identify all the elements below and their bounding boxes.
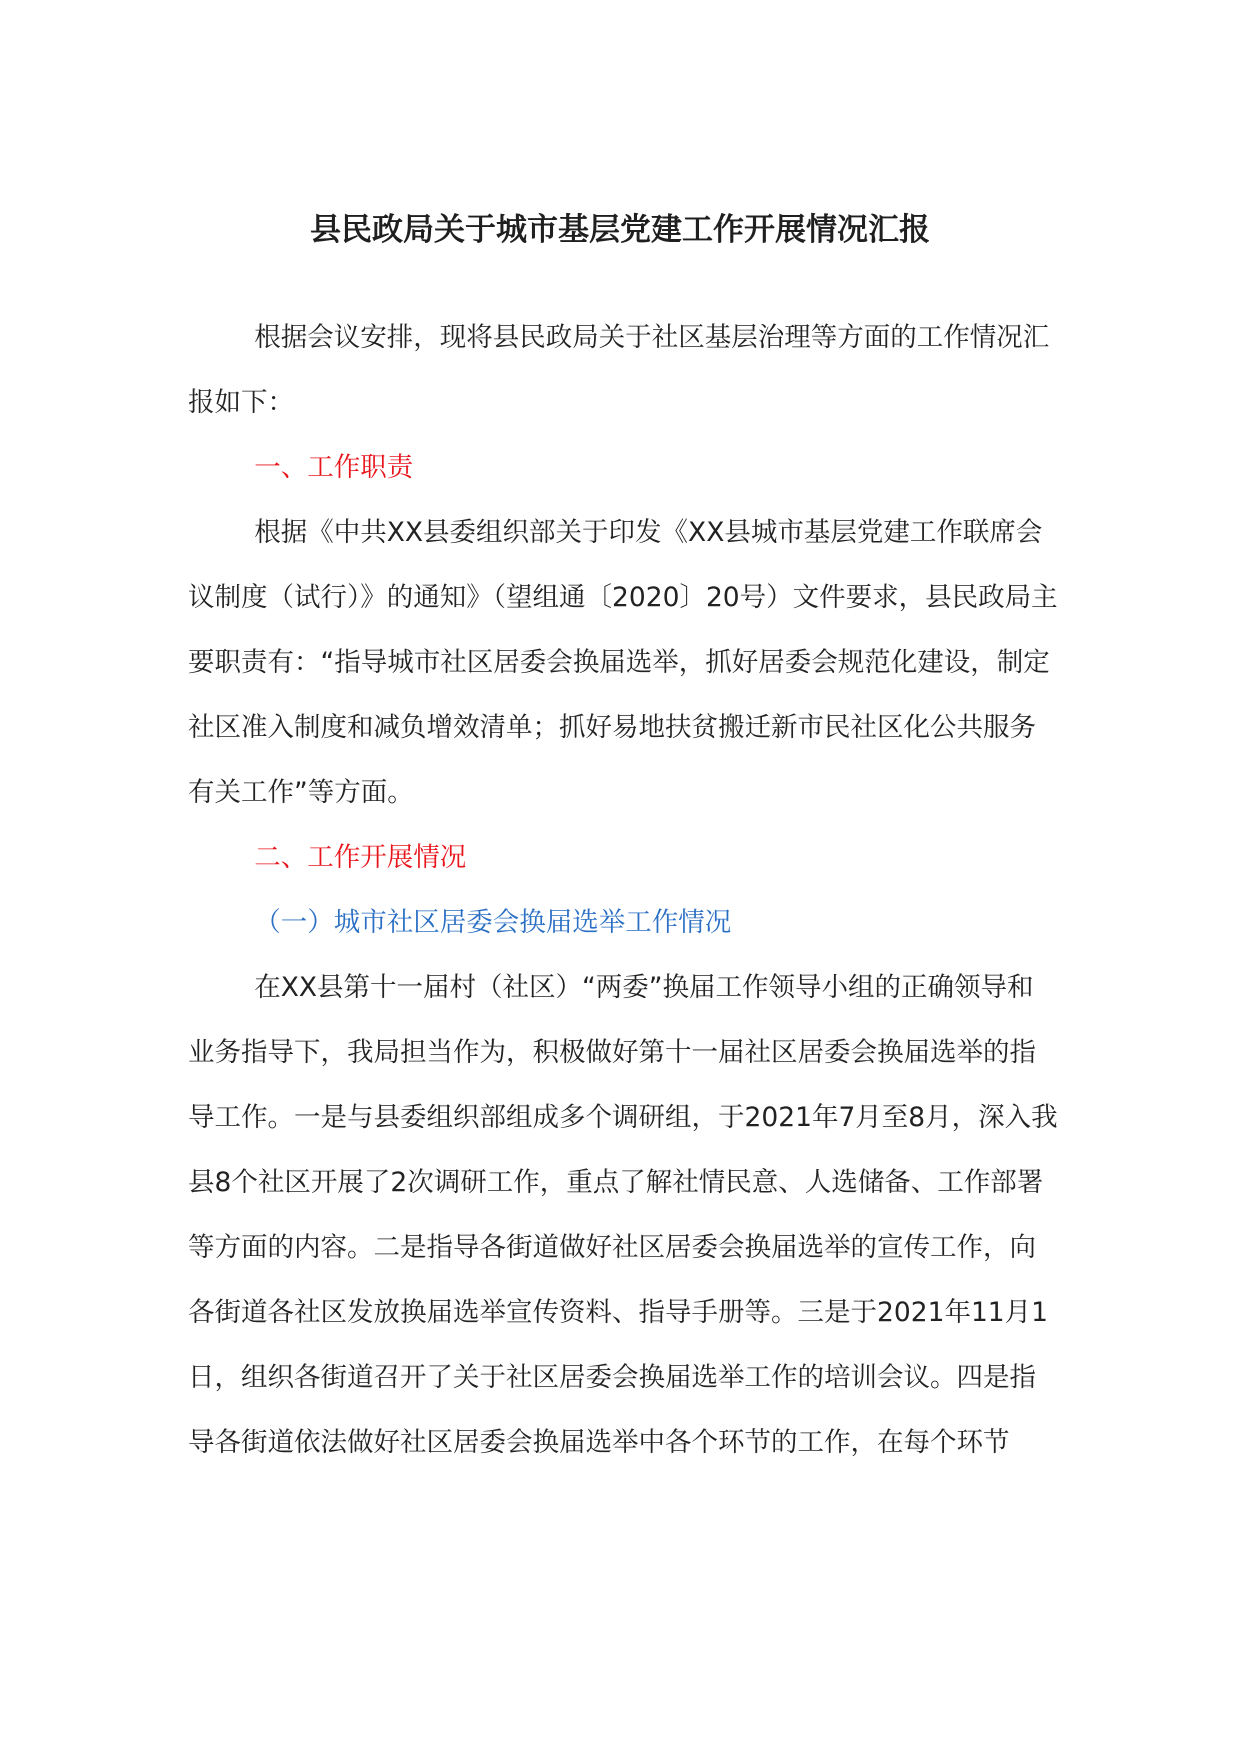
duties-paragraph: 根据《中共XX县委组织部关于印发《XX县城市基层党建工作联席会议制度（试行）》的通知》（望组通〔2020〕20号）文件要求，县民政局主要职责有：“指导城市社区居委会换届选举，抓好居委会规范化建设，制定社区准入制度和减负增效清单；抓好易地扶贫搬迁新市民社区化公共服务有关工作”等方面。 (188, 517, 1058, 808)
document-title: 县民政局关于城市基层党建工作开展情况汇报 (310, 212, 930, 248)
document-body (188, 305, 1058, 1475)
intro-paragraph: 根据会议安排，现将县民政局关于社区基层治理等方面的工作情况汇报如下： (188, 322, 1050, 418)
section-heading-progress: 二、工作开展情况 (254, 842, 467, 873)
section-heading-duties: 一、工作职责 (254, 452, 414, 483)
subsection-heading-election: （一）城市社区居委会换届选举工作情况 (254, 907, 732, 938)
election-paragraph: 在XX县第十一届村（社区）“两委”换届工作领导小组的正确领导和业务指导下，我局担当作为，积极做好第十一届社区居委会换届选举的指导工作。一是与县委组织部组成多个调研组，于2021年7月至8月，深入我县8个社区开展了2次调研工作，重点了解社情民意、人选储备、工作部署等方面的内容。二是指导各街道做好社区居委会换届选举的宣传工作，向各街道各社区发放换届选举宣传资料、指导手册等。三是于2021年11月1日，组织各街道召开了关于社区居委会换届选举工作的培训会议。四是指导各街道依法做好社区居委会换届选举中各个环节的工作，在每个环节 (188, 972, 1058, 1458)
